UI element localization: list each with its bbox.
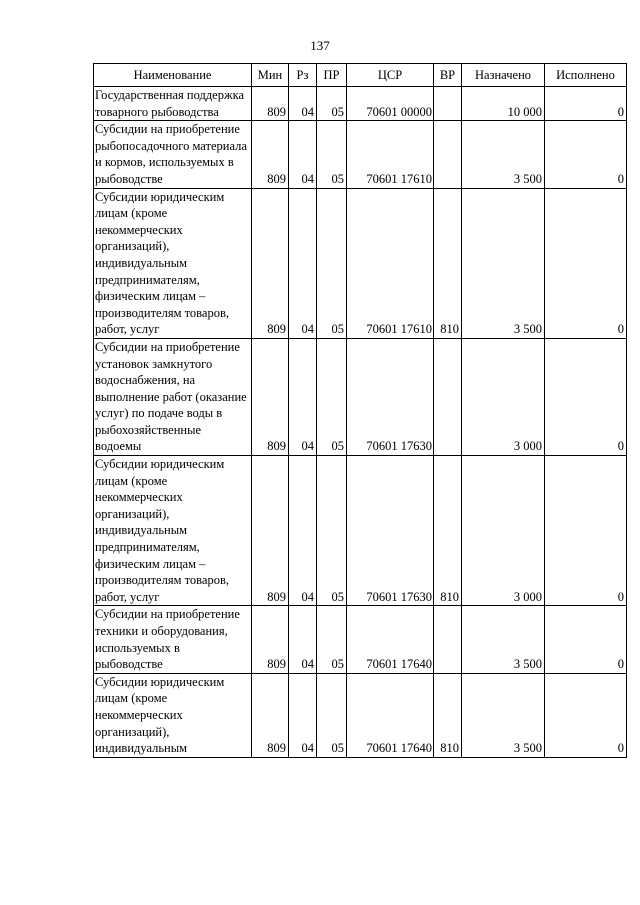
column-header-rz: Рз (289, 64, 317, 87)
cell-assigned: 3 500 (462, 121, 545, 188)
cell-name: Субсидии на приобретение техники и оборудования, используемых в рыбоводстве (94, 606, 252, 673)
cell-vr: 810 (434, 188, 462, 338)
cell-assigned: 10 000 (462, 87, 545, 121)
column-header-pr: ПР (317, 64, 347, 87)
cell-vr: 810 (434, 456, 462, 606)
cell-min: 809 (252, 188, 289, 338)
table-row (94, 673, 627, 757)
cell-pr: 05 (317, 606, 347, 673)
cell-pr: 05 (317, 456, 347, 606)
cell-min: 809 (252, 87, 289, 121)
cell-pr: 05 (317, 188, 347, 338)
table-row (94, 338, 627, 455)
column-header-csr: ЦСР (347, 64, 434, 87)
budget-table (93, 63, 627, 758)
cell-pr: 05 (317, 673, 347, 757)
cell-name: Субсидии юридическим лицам (кроме некоммерческих организаций), индивидуальным (94, 673, 252, 757)
cell-pr: 05 (317, 87, 347, 121)
cell-assigned: 3 500 (462, 606, 545, 673)
cell-vr (434, 338, 462, 455)
column-header-executed: Исполнено (545, 64, 627, 87)
cell-rz: 04 (289, 456, 317, 606)
cell-name: Субсидии юридическим лицам (кроме некоммерческих организаций), индивидуальным предпринимателям, физическим лицам – производителям товаров, работ, услуг (94, 456, 252, 606)
cell-csr: 70601 00000 (347, 87, 434, 121)
cell-rz: 04 (289, 673, 317, 757)
cell-min: 809 (252, 121, 289, 188)
cell-assigned: 3 500 (462, 673, 545, 757)
cell-csr: 70601 17610 (347, 188, 434, 338)
cell-vr (434, 121, 462, 188)
cell-name: Государственная поддержка товарного рыбоводства (94, 87, 252, 121)
cell-pr: 05 (317, 121, 347, 188)
cell-vr (434, 606, 462, 673)
cell-csr: 70601 17640 (347, 606, 434, 673)
cell-assigned: 3 000 (462, 338, 545, 455)
cell-csr: 70601 17630 (347, 456, 434, 606)
cell-assigned: 3 500 (462, 188, 545, 338)
page-number: 137 (310, 38, 330, 53)
column-header-name: Наименование (94, 64, 252, 87)
table-row (94, 188, 627, 338)
cell-csr: 70601 17630 (347, 338, 434, 455)
cell-min: 809 (252, 338, 289, 455)
cell-csr: 70601 17640 (347, 673, 434, 757)
cell-rz: 04 (289, 188, 317, 338)
cell-assigned: 3 000 (462, 456, 545, 606)
cell-vr: 810 (434, 673, 462, 757)
cell-min: 809 (252, 673, 289, 757)
cell-executed: 0 (545, 673, 627, 757)
table-row (94, 121, 627, 188)
cell-rz: 04 (289, 338, 317, 455)
cell-name: Субсидии юридическим лицам (кроме некоммерческих организаций), индивидуальным предпринимателям, физическим лицам – производителям товаров, работ, услуг (94, 188, 252, 338)
cell-executed: 0 (545, 456, 627, 606)
cell-executed: 0 (545, 606, 627, 673)
column-header-assigned: Назначено (462, 64, 545, 87)
cell-name: Субсидии на приобретение установок замкнутого водоснабжения, на выполнение работ (оказание услуг) по подаче воды в рыбохозяйственные водоемы (94, 338, 252, 455)
table-row (94, 606, 627, 673)
cell-pr: 05 (317, 338, 347, 455)
cell-csr: 70601 17610 (347, 121, 434, 188)
column-header-min: Мин (252, 64, 289, 87)
column-header-vr: ВР (434, 64, 462, 87)
cell-rz: 04 (289, 87, 317, 121)
cell-executed: 0 (545, 188, 627, 338)
table-row (94, 456, 627, 606)
cell-executed: 0 (545, 121, 627, 188)
cell-rz: 04 (289, 606, 317, 673)
cell-min: 809 (252, 606, 289, 673)
table-header-row (94, 64, 627, 87)
cell-executed: 0 (545, 338, 627, 455)
cell-min: 809 (252, 456, 289, 606)
cell-vr (434, 87, 462, 121)
cell-rz: 04 (289, 121, 317, 188)
table-row (94, 87, 627, 121)
cell-executed: 0 (545, 87, 627, 121)
cell-name: Субсидии на приобретение рыбопосадочного материала и кормов, используемых в рыбоводстве (94, 121, 252, 188)
